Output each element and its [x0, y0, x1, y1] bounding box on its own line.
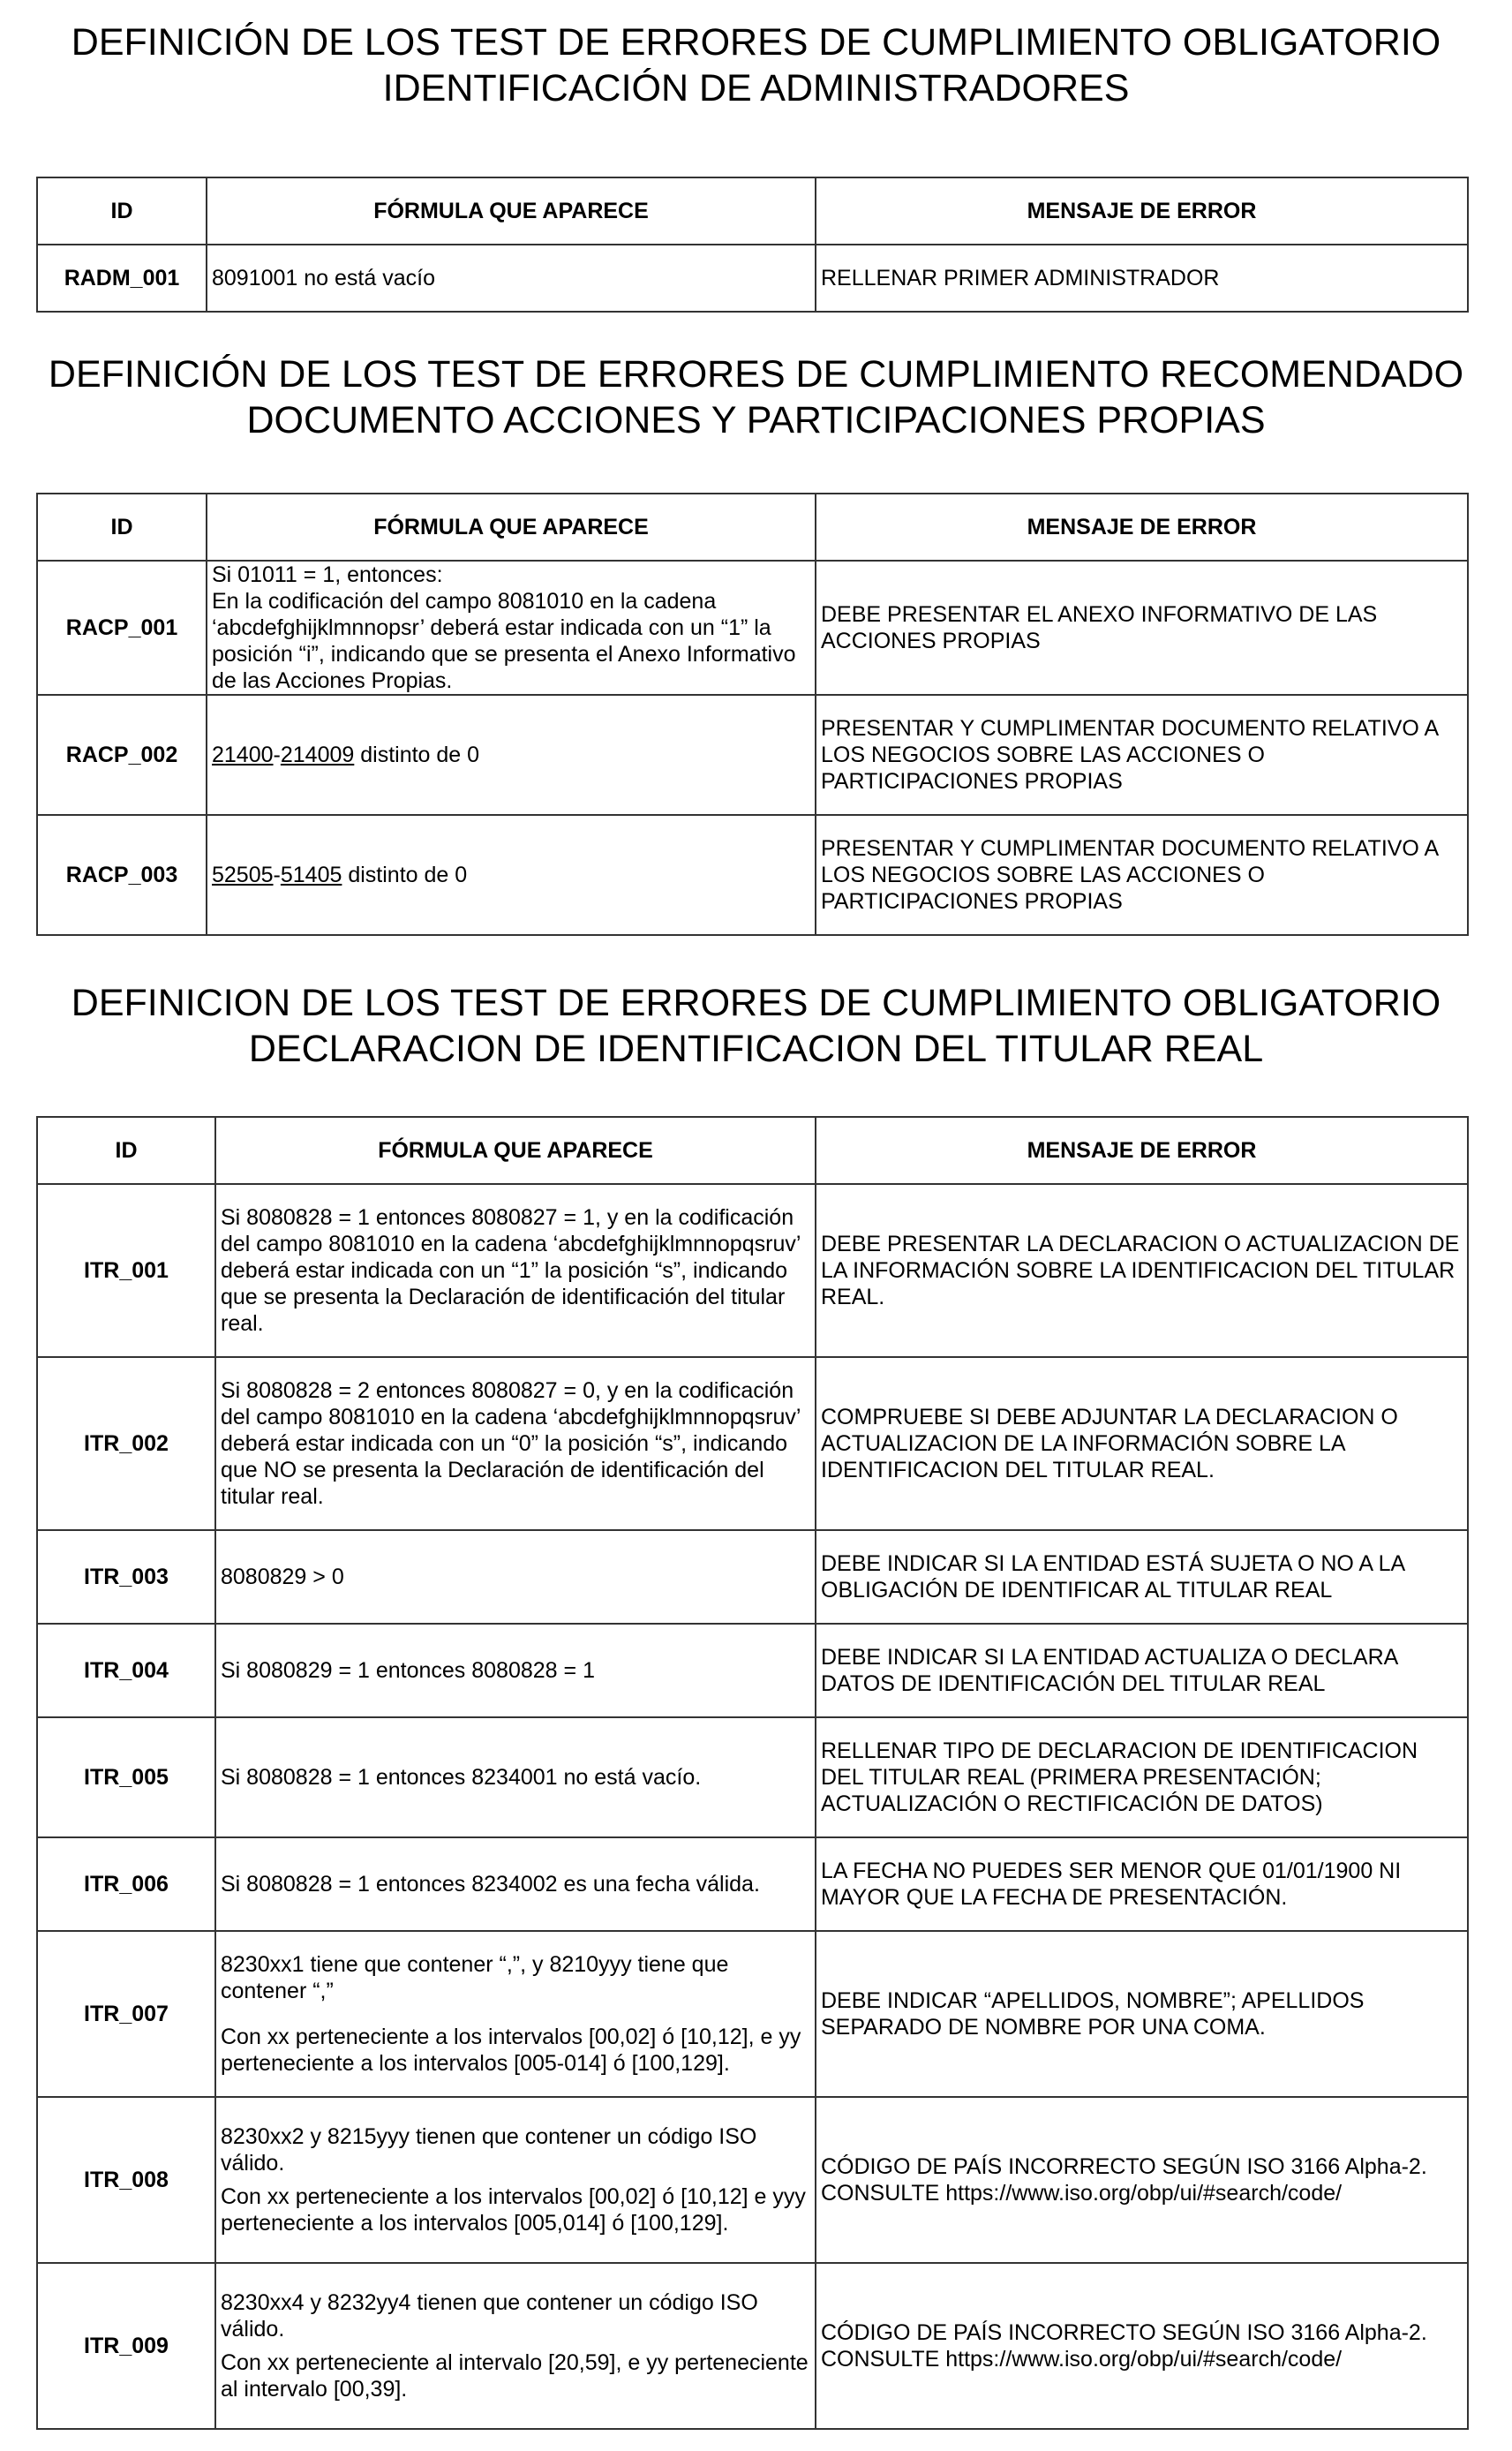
row-message: DEBE PRESENTAR EL ANEXO INFORMATIVO DE LAS ACCIONES PROPIAS — [816, 561, 1468, 695]
row-message: CÓDIGO DE PAÍS INCORRECTO SEGÚN ISO 3166 Alpha-2. CONSULTE https://www.iso.org/obp/ui/#search/code/ — [816, 2097, 1468, 2263]
formula-paragraph: 8230xx2 y 8215yyy tienen que contener un código ISO válido. — [221, 2124, 757, 2176]
row-id: ITR_003 — [37, 1530, 215, 1624]
row-message: PRESENTAR Y CUMPLIMENTAR DOCUMENTO RELATIVO A LOS NEGOCIOS SOBRE LAS ACCIONES O PARTICIPACIONES PROPIAS — [816, 695, 1468, 815]
formula-code-end: 51405 — [280, 863, 342, 887]
row-formula: 8091001 no está vacío — [207, 245, 816, 312]
row-id: RADM_001 — [37, 245, 207, 312]
title-line: DEFINICION DE LOS TEST DE ERRORES DE CUMPLIMIENTO OBLIGATORIO — [71, 982, 1441, 1024]
table-row — [37, 1717, 1468, 1837]
header-message: MENSAJE DE ERROR — [816, 1117, 1468, 1184]
row-formula: Si 8080828 = 1 entonces 8234001 no está vacío. — [215, 1717, 816, 1837]
row-formula: 8080829 > 0 — [215, 1530, 816, 1624]
table-row — [37, 2097, 1468, 2263]
table-header-row — [37, 1117, 1468, 1184]
formula-condition: distinto de 0 — [354, 743, 480, 767]
row-id: ITR_002 — [37, 1357, 215, 1530]
row-id: RACP_001 — [37, 561, 207, 695]
formula-condition: distinto de 0 — [342, 863, 468, 887]
formula-paragraph: 8230xx4 y 8232yy4 tienen que contener un código ISO válido. — [221, 2290, 758, 2342]
header-id: ID — [37, 494, 207, 561]
formula-separator: - — [273, 863, 281, 887]
row-formula: Si 8080828 = 2 entonces 8080827 = 0, y en la codificación del campo 8081010 en la cadena ‘abcdefghijklmnnopqsruv’ deberá estar indicada con un “0” la posición “s”, indicando que NO se presenta la Declaración de identificación del titular real. — [215, 1357, 816, 1530]
table-row — [37, 1357, 1468, 1530]
formula-paragraph: Con xx perteneciente al intervalo [20,59], e yy perteneciente al intervalo [00,39]. — [221, 2350, 809, 2402]
table-header-row — [37, 177, 1468, 245]
table-row — [37, 815, 1468, 935]
row-id: ITR_009 — [37, 2263, 215, 2429]
table-row — [37, 1624, 1468, 1717]
formula-paragraph: Con xx perteneciente a los intervalos [00,02] ó [10,12] e yyy perteneciente a los intervalos [005,014] ó [100,129]. — [221, 2184, 806, 2236]
row-message: LA FECHA NO PUEDES SER MENOR QUE 01/01/1900 NI MAYOR QUE LA FECHA DE PRESENTACIÓN. — [816, 1837, 1468, 1931]
title-line: DECLARACION DE IDENTIFICACION DEL TITULAR REAL — [248, 1028, 1264, 1070]
row-id: ITR_005 — [37, 1717, 215, 1837]
title-line: IDENTIFICACIÓN DE ADMINISTRADORES — [382, 67, 1130, 109]
header-message: MENSAJE DE ERROR — [816, 494, 1468, 561]
row-message: RELLENAR TIPO DE DECLARACION DE IDENTIFICACION DEL TITULAR REAL (PRIMERA PRESENTACIÓN; ACTUALIZACIÓN O RECTIFICACIÓN DE DATOS) — [816, 1717, 1468, 1837]
row-message: COMPRUEBE SI DEBE ADJUNTAR LA DECLARACION O ACTUALIZACION DE LA INFORMACIÓN SOBRE LA IDENTIFICACION DEL TITULAR REAL. — [816, 1357, 1468, 1530]
row-message: PRESENTAR Y CUMPLIMENTAR DOCUMENTO RELATIVO A LOS NEGOCIOS SOBRE LAS ACCIONES O PARTICIPACIONES PROPIAS — [816, 815, 1468, 935]
table-row — [37, 1931, 1468, 2097]
row-message: DEBE PRESENTAR LA DECLARACION O ACTUALIZACION DE LA INFORMACIÓN SOBRE LA IDENTIFICACION DEL TITULAR REAL. — [816, 1184, 1468, 1357]
row-id: RACP_003 — [37, 815, 207, 935]
row-id: ITR_008 — [37, 2097, 215, 2263]
title-line: DEFINICIÓN DE LOS TEST DE ERRORES DE CUMPLIMIENTO OBLIGATORIO — [71, 21, 1441, 64]
section-title-administradores — [0, 19, 1512, 111]
row-formula — [215, 2097, 816, 2263]
table-row — [37, 245, 1468, 312]
row-message: RELLENAR PRIMER ADMINISTRADOR — [816, 245, 1468, 312]
table-header-row — [37, 494, 1468, 561]
table-row — [37, 1530, 1468, 1624]
header-message: MENSAJE DE ERROR — [816, 177, 1468, 245]
table-row — [37, 1184, 1468, 1357]
header-formula: FÓRMULA QUE APARECE — [207, 177, 816, 245]
table-administradores — [36, 177, 1469, 313]
formula-code-start: 21400 — [212, 743, 274, 767]
row-formula — [207, 695, 816, 815]
header-id: ID — [37, 1117, 215, 1184]
table-row — [37, 561, 1468, 695]
header-id: ID — [37, 177, 207, 245]
formula-line: Si 01011 = 1, entonces: — [212, 562, 443, 587]
row-message: DEBE INDICAR SI LA ENTIDAD ESTÁ SUJETA O NO A LA OBLIGACIÓN DE IDENTIFICAR AL TITULAR REAL — [816, 1530, 1468, 1624]
formula-code-end: 214009 — [280, 743, 355, 767]
formula-paragraph: Con xx perteneciente a los intervalos [00,02] ó [10,12], e yy perteneciente a los intervalos [005-014] ó [100,129]. — [221, 2025, 801, 2076]
title-line: DEFINICIÓN DE LOS TEST DE ERRORES DE CUMPLIMIENTO RECOMENDADO — [48, 353, 1464, 396]
header-formula: FÓRMULA QUE APARECE — [215, 1117, 816, 1184]
title-line: DOCUMENTO ACCIONES Y PARTICIPACIONES PROPIAS — [246, 399, 1266, 441]
table-row — [37, 2263, 1468, 2429]
formula-line: En la codificación del campo 8081010 en la cadena ‘abcdefghijklmnnopsr’ deberá estar indicada con un “1” la posición “i”, indicando que se presenta el Anexo Informativo de las Acciones Propias. — [212, 589, 796, 693]
formula-separator: - — [273, 743, 281, 767]
row-formula — [215, 1931, 816, 2097]
row-id: ITR_007 — [37, 1931, 215, 2097]
row-formula: Si 8080828 = 1 entonces 8080827 = 1, y en la codificación del campo 8081010 en la cadena ‘abcdefghijklmnnopqsruv’ deberá estar indicada con un “1” la posición “s”, indicando que se presenta la Declaración de identificación del titular real. — [215, 1184, 816, 1357]
table-row — [37, 695, 1468, 815]
section-title-acciones-propias — [0, 351, 1512, 443]
row-id: ITR_004 — [37, 1624, 215, 1717]
row-formula — [215, 2263, 816, 2429]
row-message: DEBE INDICAR “APELLIDOS, NOMBRE”; APELLIDOS SEPARADO DE NOMBRE POR UNA COMA. — [816, 1931, 1468, 2097]
row-formula — [207, 561, 816, 695]
row-formula: Si 8080828 = 1 entonces 8234002 es una fecha válida. — [215, 1837, 816, 1931]
table-acciones-propias — [36, 493, 1469, 936]
row-formula: Si 8080829 = 1 entonces 8080828 = 1 — [215, 1624, 816, 1717]
row-id: RACP_002 — [37, 695, 207, 815]
formula-paragraph: 8230xx1 tiene que contener “,”, y 8210yyy tiene que contener “,” — [221, 1952, 729, 2003]
row-id: ITR_006 — [37, 1837, 215, 1931]
table-row — [37, 1837, 1468, 1931]
row-message: CÓDIGO DE PAÍS INCORRECTO SEGÚN ISO 3166 Alpha-2. CONSULTE https://www.iso.org/obp/ui/#search/code/ — [816, 2263, 1468, 2429]
table-titular-real — [36, 1116, 1469, 2430]
row-formula — [207, 815, 816, 935]
row-message: DEBE INDICAR SI LA ENTIDAD ACTUALIZA O DECLARA DATOS DE IDENTIFICACIÓN DEL TITULAR REAL — [816, 1624, 1468, 1717]
row-id: ITR_001 — [37, 1184, 215, 1357]
header-formula: FÓRMULA QUE APARECE — [207, 494, 816, 561]
formula-code-start: 52505 — [212, 863, 274, 887]
section-title-titular-real — [0, 980, 1512, 1072]
